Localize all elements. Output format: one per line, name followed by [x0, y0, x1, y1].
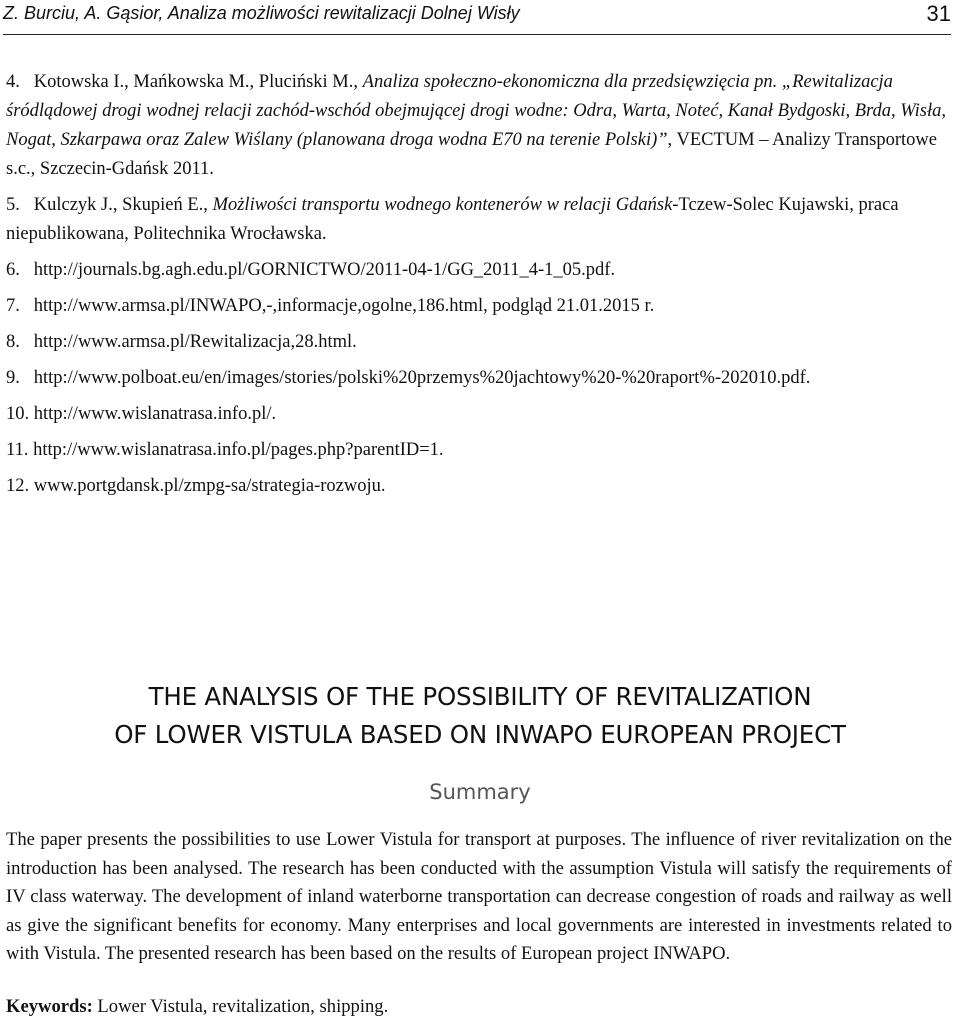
- reference-number: 6.: [6, 260, 20, 280]
- reference-item: [6, 191, 952, 249]
- keywords-label: Keywords:: [6, 996, 93, 1017]
- paper-title: [0, 678, 960, 754]
- reference-link[interactable]: http://www.wislanatrasa.info.pl/.: [33, 404, 277, 424]
- reference-number: 4.: [6, 72, 20, 92]
- reference-link[interactable]: http://www.polboat.eu/en/images/stories/polski%20przemys%20jachtowy%20-%20raport%-202010.pdf.: [33, 368, 811, 388]
- reference-item: [6, 328, 952, 357]
- reference-title: Analiza społeczno-ekonomiczna dla przedsięwzięcia pn. „Rewitalizacja śródlądowej drogi wodnej relacji zachód-wschód obejmującej drogi wodne: Odra, Warta, Noteć, Kanał Bydgoski, Brda, Wisła, Nogat, Szkarpawa oraz Zalew Wiślany (planowana droga wodna E70 na terenie Polski)”: [6, 72, 947, 150]
- reference-link[interactable]: http://www.armsa.pl/Rewitalizacja,28.html.: [33, 332, 357, 352]
- page-number: 31: [926, 1, 951, 26]
- paper-title-line: THE ANALYSIS OF THE POSSIBILITY OF REVITALIZATION: [148, 682, 812, 711]
- summary-text: The paper presents the possibilities to use Lower Vistula for transport at purposes. The influence of river revitalization on the introduction has been analysed. The research has been conducted with the assumption Vistula will satisfy the requirements of IV class waterway. The development of inland waterborne transportation can decrease congestion of roads and railway as well as give the significant benefits for economy. Many enterprises and local governments are interested in investments related to with Vistula. The presented research has been based on the results of European project INWAPO.: [6, 829, 952, 964]
- reference-number: 12.: [6, 476, 30, 496]
- keywords-text: Lower Vistula, revitalization, shipping.: [92, 996, 389, 1017]
- reference-item: [6, 292, 952, 321]
- reference-number: 10.: [6, 404, 30, 424]
- reference-number: 5.: [6, 195, 20, 215]
- reference-item: [6, 256, 952, 285]
- paper-title-line: OF LOWER VISTULA BASED ON INWAPO EUROPEAN PROJECT: [114, 720, 846, 749]
- reference-link[interactable]: www.portgdansk.pl/zmpg-sa/strategia-rozwoju.: [33, 476, 386, 496]
- reference-number: 7.: [6, 296, 20, 316]
- reference-details: Tczew-Solec Kujawski, praca niepublikowana, Politechnika Wrocławska.: [6, 195, 899, 244]
- reference-link[interactable]: http://www.wislanatrasa.info.pl/pages.php?parentID=1.: [33, 440, 444, 460]
- reference-list: [6, 68, 952, 501]
- reference-item: [6, 436, 952, 465]
- reference-item: [6, 364, 952, 393]
- summary-heading: Summary: [429, 780, 531, 804]
- reference-item: [6, 400, 952, 429]
- running-title: Z. Burciu, A. Gąsior, Analiza możliwości rewitalizacji Dolnej Wisły: [3, 3, 520, 23]
- running-header: [3, 0, 951, 35]
- reference-link[interactable]: http://www.armsa.pl/INWAPO,-,informacje,ogolne,186.html, podgląd 21.01.2015 r.: [33, 296, 655, 316]
- reference-item: [6, 472, 952, 501]
- reference-link[interactable]: http://journals.bg.agh.edu.pl/GORNICTWO/2011-04-1/GG_2011_4-1_05.pdf.: [33, 260, 616, 280]
- reference-title: Możliwości transportu wodnego kontenerów w relacji Gdańsk-: [212, 195, 679, 215]
- reference-number: 8.: [6, 332, 20, 352]
- reference-details: , VECTUM – Analizy Transportowe s.c., Szczecin-Gdańsk 2011.: [6, 130, 937, 179]
- keywords-line: [6, 996, 388, 1018]
- reference-authors: Kulczyk J., Skupień E.,: [33, 195, 213, 215]
- reference-number: 9.: [6, 368, 20, 388]
- reference-authors: Kotowska I., Mańkowska M., Pluciński M.,: [33, 72, 363, 92]
- reference-number: 11.: [6, 440, 29, 460]
- reference-item: [6, 68, 952, 184]
